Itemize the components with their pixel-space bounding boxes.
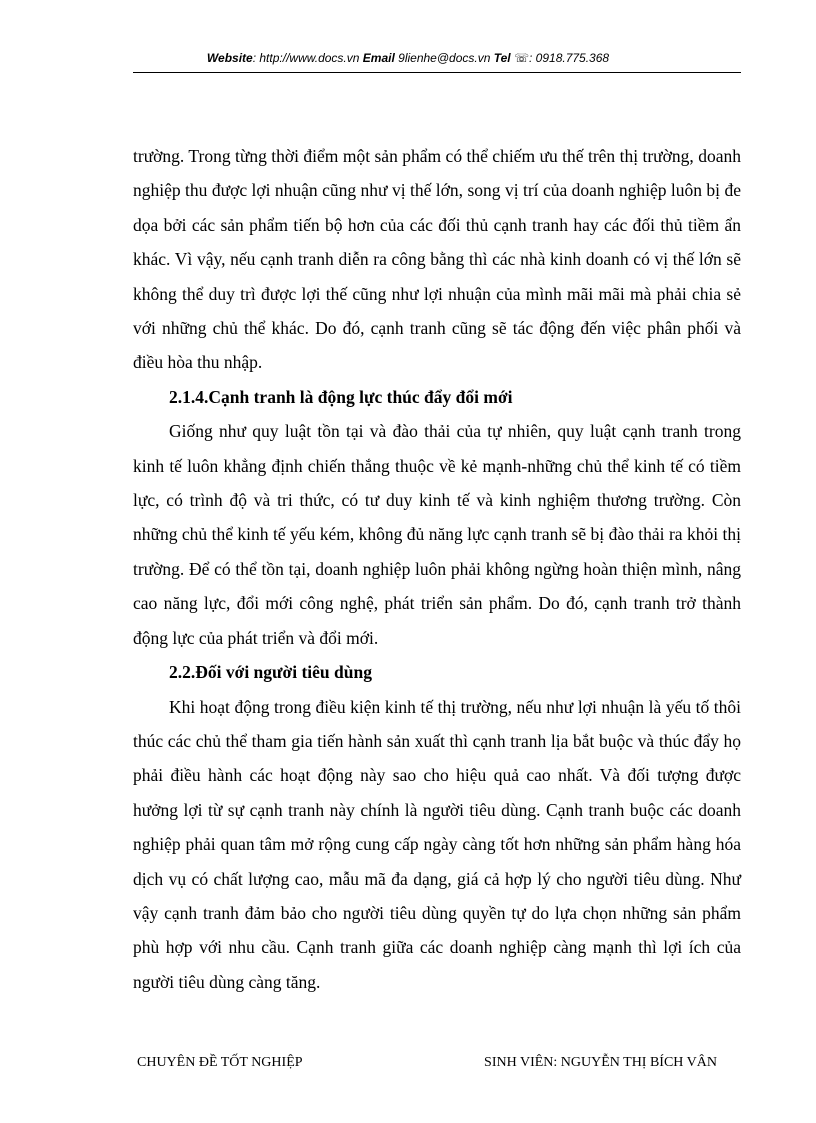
email-label: Email [362, 51, 395, 65]
footer-student-name: SINH VIÊN: NGUYỄN THỊ BÍCH VÂN [484, 1055, 717, 1070]
website-label: Website [206, 51, 253, 65]
paragraph-intro: trường. Trong từng thời điểm một sản phẩm có thể chiếm ưu thế trên thị trường, doanh nghiệp thu được lợi nhuận cũng như vị thế lớn, song vị trí của doanh nghiệp luôn bị đe dọa bởi các sản phẩm tiến bộ hơn của các đối thủ cạnh tranh hay các đối thủ tiềm ẩn khác. Vì vậy, nếu cạnh tranh diễn ra công bằng thì các nhà kinh doanh có vị thế lớn sẽ không thể duy trì được lợi thế cũng như lợi nhuận của mình mãi mãi mà phải chia sẻ với những chủ thể khác. Do đó, cạnh tranh cũng sẽ tác động đến việc phân phối và điều hòa thu nhập. [133, 146, 741, 373]
page-header [0, 50, 816, 66]
footer-thesis-label: CHUYÊN ĐỀ TỐT NGHIỆP [137, 1055, 303, 1070]
section-heading-2-1-4: 2.1.4.Cạnh tranh là động lực thúc đẩy đổi mới [169, 386, 513, 407]
paragraph-innovation: Giống như quy luật tồn tại và đào thải của tự nhiên, quy luật cạnh tranh trong kinh tế luôn khẳng định chiến thắng thuộc về kẻ mạnh-những chủ thể kinh tế có tiềm lực, có trình độ và tri thức, có tư duy kinh tế và kinh nghiệm thương trường. Còn những chủ thể kinh tế yếu kém, không đủ năng lực cạnh tranh sẽ bị đào thải ra khỏi thị trường. Để có thể tồn tại, doanh nghiệp luôn phải không ngừng hoàn thiện mình, nâng cao năng lực, đổi mới công nghệ, phát triển sản phẩm. Do đó, cạnh tranh trở thành động lực của phát triển và đổi mới. [133, 421, 741, 648]
paragraph-consumers: Khi hoạt động trong điều kiện kinh tế thị trường, nếu như lợi nhuận là yếu tố thôi thúc các chủ thể tham gia tiến hành sản xuất thì cạnh tranh lịa bắt buộc và thúc đẩy họ phải điều hành các hoạt động này sao cho hiệu quả cao nhất. Và đối tượng được hưởng lợi từ sự cạnh tranh này chính là người tiêu dùng. Cạnh tranh buộc các doanh nghiệp phải quan tâm mở rộng cung cấp ngày càng tốt hơn những sản phẩm hàng hóa dịch vụ có chất lượng cao, mẫu mã đa dạng, giá cả hợp lý cho người tiêu dùng. Như vậy cạnh tranh đảm bảo cho người tiêu dùng quyền tự do lựa chọn những sản phẩm phù hợp với nhu cầu. Cạnh tranh giữa các doanh nghiệp càng mạnh thì lợi ích của người tiêu dùng càng tăng. [133, 696, 741, 992]
email-value[interactable]: 9lienhe@docs.vn [398, 51, 491, 65]
header-divider [133, 72, 741, 73]
website-value[interactable]: : http://www.docs.vn [252, 51, 360, 65]
section-heading-2-2: 2.2.Đối với người tiêu dùng [169, 662, 372, 683]
tel-value: : 0918.775.368 [529, 51, 610, 65]
telephone-icon: ☏ [513, 51, 529, 65]
document-body [133, 139, 741, 999]
tel-label: Tel [493, 51, 511, 65]
